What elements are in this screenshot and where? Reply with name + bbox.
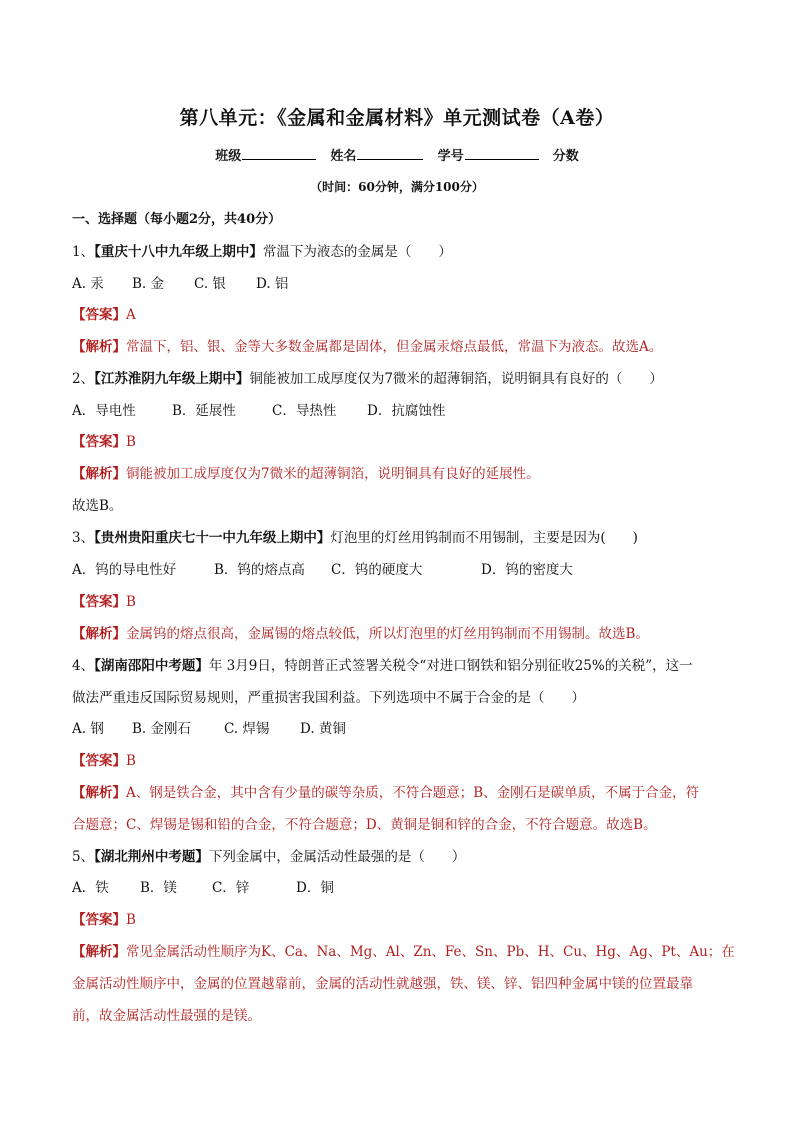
- question-5-options: [72, 876, 334, 896]
- question-number: 4、: [72, 658, 95, 674]
- option: A. 钢: [72, 721, 104, 737]
- question-number: 3、: [72, 530, 95, 546]
- question-3-answer: [72, 590, 136, 610]
- section-title: 一、选择题（每小题2分，共40分）: [72, 212, 282, 227]
- question-source: 【江苏淮阴九年级上期中】: [94, 371, 250, 387]
- analysis-label: 【解析】: [72, 339, 126, 355]
- question-4-analysis-cont: 合题意；C、焊锡是锡和铅的合金，不符合题意；D、黄铜是铜和锌的合金，不符合题意。故选B。: [72, 817, 657, 833]
- answer-value: B: [126, 434, 136, 450]
- question-1-analysis: [72, 335, 662, 355]
- question-stem: 灯泡里的灯丝用钨制而不用锡制，主要是因为( ): [330, 530, 638, 546]
- question-2-options: [72, 399, 445, 419]
- class-label: 班级: [215, 149, 242, 164]
- question-4-stem-cont: 做法严重违反国际贸易规则，严重损害我国利益。下列选项中不属于合金的是（ ）: [72, 690, 585, 706]
- question-2-analysis-cont: 故选B。: [72, 498, 123, 514]
- question-5-answer: [72, 908, 136, 928]
- question-1-answer: [72, 303, 136, 323]
- option: B．镁: [140, 880, 177, 896]
- question-5-analysis-cont-2: 前，故金属活动性最强的是镁。: [72, 1008, 261, 1024]
- answer-value: B: [126, 753, 136, 769]
- question-stem: 常温下为液态的金属是（ ）: [262, 244, 452, 260]
- question-number: 5、: [72, 849, 95, 865]
- student-info-row: [0, 145, 794, 164]
- question-2-answer: [72, 430, 136, 450]
- score-label: 分数: [552, 149, 579, 164]
- answer-value: B: [126, 594, 136, 610]
- question-5-analysis: [72, 940, 735, 960]
- analysis-label: 【解析】: [72, 785, 126, 801]
- option: B. 金刚石: [132, 721, 192, 737]
- question-2: [72, 367, 663, 387]
- analysis-label: 【解析】: [72, 466, 126, 482]
- analysis-text: 铜能被加工成厚度仅为7微米的超薄铜箔，说明铜具有良好的延展性。: [126, 466, 540, 482]
- question-4: [72, 654, 693, 674]
- answer-label: 【答案】: [72, 434, 126, 450]
- option: C．导热性: [272, 403, 337, 419]
- id-label: 学号: [437, 149, 464, 164]
- analysis-text: A、钢是铁合金，其中含有少量的碳等杂质，不符合题意；B、金刚石是碳单质，不属于合金，符: [126, 785, 700, 801]
- option: B. 金: [132, 276, 165, 292]
- option: B．钨的熔点高: [214, 562, 305, 578]
- question-4-answer: [72, 749, 136, 769]
- option: A．导电性: [72, 403, 136, 419]
- page-title: 第八单元：《金属和金属材料》单元测试卷（A卷）: [179, 107, 615, 129]
- time-note: （时间：60分钟，满分100分）: [310, 180, 484, 194]
- option: A．钨的导电性好: [72, 562, 177, 578]
- option: D. 铝: [256, 276, 289, 292]
- analysis-text: 金属钨的熔点很高，金属锡的熔点较低，所以灯泡里的灯丝用钨制而不用锡制。故选B。: [126, 626, 649, 642]
- option: C. 银: [194, 276, 226, 292]
- question-5: [72, 845, 465, 865]
- name-blank[interactable]: [357, 147, 423, 160]
- question-source: 【湖南邵阳中考题】: [94, 658, 209, 674]
- question-1-options: [72, 272, 288, 292]
- analysis-label: 【解析】: [72, 626, 126, 642]
- question-number: 1、: [72, 244, 95, 260]
- option: A. 汞: [72, 276, 104, 292]
- answer-label: 【答案】: [72, 307, 126, 323]
- option: D．钨的密度大: [481, 562, 573, 578]
- analysis-text: 常见金属活动性顺序为K、Ca、Na、Mg、Al、Zn、Fe、Sn、Pb、H、Cu、Hg、Ag、Pt、Au；在: [126, 944, 735, 960]
- question-4-analysis: [72, 781, 699, 801]
- class-blank[interactable]: [242, 147, 316, 160]
- answer-label: 【答案】: [72, 753, 126, 769]
- question-2-analysis: [72, 462, 540, 482]
- answer-label: 【答案】: [72, 912, 126, 928]
- question-3-options: [72, 558, 573, 578]
- question-5-analysis-cont: 金属活动性顺序中，金属的位置越靠前，金属的活动性就越强，铁、镁、锌、铝四种金属中镁的位置最靠: [72, 976, 693, 992]
- id-blank[interactable]: [465, 147, 539, 160]
- question-source: 【贵州贵阳重庆七十一中九年级上期中】: [94, 530, 331, 546]
- question-1: [72, 240, 452, 260]
- option: B．延展性: [172, 403, 236, 419]
- analysis-text: 常温下，铝、银、金等大多数金属都是固体，但金属汞熔点最低，常温下为液态。故选A。: [126, 339, 663, 355]
- question-3: [72, 526, 638, 546]
- option: C．锌: [212, 880, 250, 896]
- option: D．抗腐蚀性: [367, 403, 446, 419]
- question-number: 2、: [72, 371, 95, 387]
- question-stem: 年 3月9日，特朗普正式签署关税令“对进口钢铁和铝分别征收25%的关税”，这一: [208, 658, 693, 674]
- answer-label: 【答案】: [72, 594, 126, 610]
- question-4-options: [72, 717, 346, 737]
- option: D. 黄铜: [300, 721, 346, 737]
- answer-value: A: [126, 307, 136, 323]
- option: C．钨的硬度大: [331, 562, 423, 578]
- question-source: 【湖北荆州中考题】: [94, 849, 209, 865]
- answer-value: B: [126, 912, 136, 928]
- option: A．铁: [72, 880, 109, 896]
- analysis-label: 【解析】: [72, 944, 126, 960]
- question-source: 【重庆十八中九年级上期中】: [94, 244, 263, 260]
- question-stem: 铜能被加工成厚度仅为7微米的超薄铜箔，说明铜具有良好的（ ）: [249, 371, 663, 387]
- question-3-analysis: [72, 622, 649, 642]
- option: D．铜: [296, 880, 334, 896]
- option: C. 焊锡: [224, 721, 270, 737]
- question-stem: 下列金属中，金属活动性最强的是（ ）: [208, 849, 466, 865]
- name-label: 姓名: [330, 149, 357, 164]
